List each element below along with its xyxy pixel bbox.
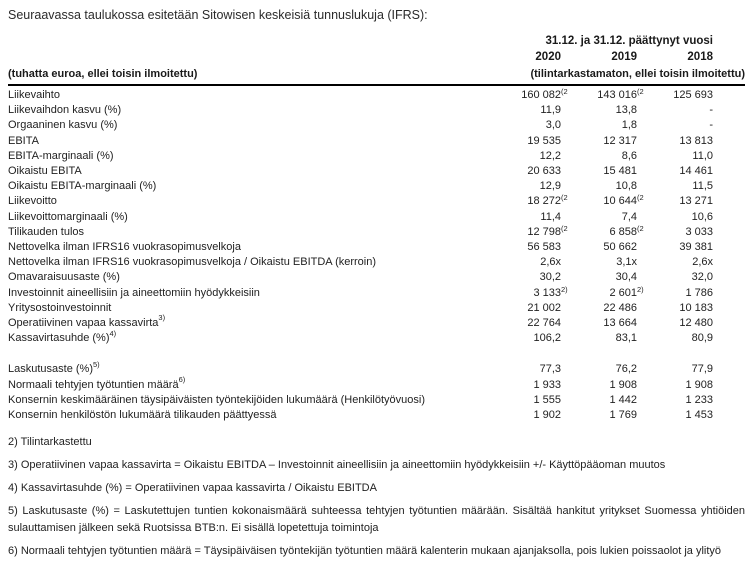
table-row (8, 240, 713, 255)
value-text: 14 461 (679, 165, 713, 178)
row-label: Liikevoitto (8, 195, 57, 208)
value-text: 32,0 (691, 271, 713, 284)
footnote: 4) Kassavirtasuhde (%) = Operatiivinen vapaa kassavirta / Oikaistu EBITDA (8, 482, 377, 495)
row-label: Kassavirtasuhde (%)$^{4)}$ (8, 328, 117, 345)
footnote-marker: 6) (178, 375, 186, 384)
row-label: Oikaistu EBITA (8, 165, 82, 178)
value-text: 1 908 (685, 378, 713, 391)
spacer-row (8, 346, 713, 362)
value-cell (485, 408, 561, 423)
value-cell (561, 270, 637, 285)
value-text: 1 933 (533, 378, 561, 391)
value-cell (637, 179, 713, 194)
table-row (8, 393, 713, 408)
value-text: 18 272 (527, 195, 561, 208)
value-text: 15 481 (603, 165, 637, 178)
table-row (8, 378, 713, 393)
value-cell (561, 393, 637, 408)
row-label: Liikevaihdon kasvu (%) (8, 104, 122, 117)
key-figures-body (8, 86, 713, 423)
table-row (8, 118, 713, 133)
year-column-2020: 2020 (535, 51, 561, 63)
table-row (8, 270, 713, 285)
value-text: 125 693 (673, 89, 713, 101)
value-text: 11,9 (540, 104, 561, 117)
value-text: 11,5 (692, 180, 713, 193)
period-header: 31.12. ja 31.12. päättynyt vuosi (545, 35, 713, 47)
table-row (8, 331, 713, 346)
value-cell (637, 255, 713, 270)
footnote: 2) Tilintarkastettu (8, 436, 92, 449)
value-text: 12 480 (679, 317, 713, 330)
value-cell (637, 86, 713, 103)
year-column-2019: 2019 (611, 51, 637, 63)
value-cell (637, 286, 713, 301)
document-page (0, 7, 748, 569)
table-row (8, 194, 713, 209)
value-cell (637, 210, 713, 225)
value-text: 2,6x (540, 256, 561, 269)
footnote-marker: 4) (109, 328, 117, 338)
value-text: 12,2 (539, 149, 561, 162)
value-text: 7,4 (621, 210, 637, 223)
value-text: 1 453 (685, 409, 713, 422)
value-cell (561, 210, 637, 225)
value-cell (637, 194, 713, 209)
row-label: Omavaraisuusaste (%) (8, 271, 120, 284)
value-cell (561, 240, 637, 255)
value-text: 12 317 (603, 134, 637, 147)
value-cell (637, 164, 713, 179)
value-text: 106,2 (533, 332, 561, 345)
value-text: 1 442 (609, 393, 637, 406)
audit-note: (tilintarkastamaton, ellei toisin ilmoitettu) (530, 68, 745, 80)
value-text: 10 644 (603, 195, 637, 208)
value-cell (561, 316, 637, 331)
value-cell: 143 016$^{(2}$ (597, 87, 644, 101)
footnote-marker: 5) (92, 359, 100, 369)
value-text: 10,6 (691, 210, 713, 223)
table-header (8, 33, 745, 86)
value-text: 2,6x (692, 256, 713, 269)
value-cell: 2 601$^{2)}$ (609, 284, 644, 299)
value-cell (637, 240, 713, 255)
value-cell (561, 301, 637, 316)
value-cell (485, 103, 561, 118)
row-label: Konsernin keskimääräinen täysipäiväisten työntekijöiden lukumäärä (Henkilötyövuosi) (8, 393, 425, 406)
value-text: 19 535 (527, 134, 561, 147)
value-text: 22 486 (603, 301, 637, 314)
footnote-marker: 3) (158, 313, 166, 323)
value-text: - (709, 119, 713, 132)
table-row (8, 164, 713, 179)
value-text: 2 601 (609, 286, 637, 299)
table-row (8, 210, 713, 225)
value-cell (561, 362, 637, 377)
row-label: Liikevoittomarginaali (%) (8, 210, 128, 223)
value-text: 1 786 (685, 286, 713, 299)
value-cell (561, 331, 637, 346)
value-cell (485, 255, 561, 270)
table-row (8, 286, 713, 301)
value-cell (561, 378, 637, 393)
value-cell (637, 301, 713, 316)
footnotes-section (8, 434, 745, 559)
value-cell (561, 255, 637, 270)
value-text: 13 271 (679, 195, 713, 208)
value-cell: 10 644$^{(2}$ (603, 193, 644, 208)
table-row (8, 408, 713, 423)
table-row (8, 255, 713, 270)
table-row (8, 179, 713, 194)
value-text: 3,0 (545, 119, 561, 132)
value-text: 77,3 (539, 363, 561, 376)
row-label: Nettovelka ilman IFRS16 vuokrasopimusvelkoja (8, 241, 241, 254)
value-text: - (709, 104, 713, 117)
value-cell (485, 134, 561, 149)
footnote: 3) Operatiivinen vapaa kassavirta = Oikaistu EBITDA – Investoinnit aineellisiin ja aineettomiin hyödykkeisiin +/- Käyttöpääoman muutos (8, 459, 666, 472)
value-cell (485, 240, 561, 255)
value-text: 39 381 (679, 241, 713, 254)
value-text: 13,8 (615, 104, 637, 117)
row-label: Investoinnit aineellisiin ja aineettomiin hyödykkeisiin (8, 286, 260, 299)
value-text: 30,2 (539, 271, 561, 284)
value-text: 20 633 (527, 165, 561, 178)
value-cell (485, 118, 561, 133)
row-label: Orgaaninen kasvu (%) (8, 119, 118, 132)
value-text: 3 033 (685, 225, 713, 238)
row-label: EBITA (8, 134, 39, 147)
value-cell (637, 118, 713, 133)
value-text: 50 662 (603, 241, 637, 254)
value-cell: 160 082$^{(2}$ (521, 87, 568, 101)
value-text: 30,4 (615, 271, 637, 284)
unit-note: (tuhatta euroa, ellei toisin ilmoitettu) (8, 68, 198, 80)
value-cell (561, 164, 637, 179)
value-cell (485, 378, 561, 393)
value-text: 76,2 (615, 363, 637, 376)
value-cell (561, 103, 637, 118)
row-label: Laskutusaste (%)$^{5)}$ (8, 359, 100, 376)
value-text: 3 133 (533, 286, 561, 299)
value-text: 11,0 (692, 149, 713, 162)
value-text: 56 583 (527, 241, 561, 254)
row-label: Operatiivinen vapaa kassavirta$^{3)}$ (8, 313, 166, 330)
value-text: 13 813 (679, 134, 713, 147)
value-text: 10,8 (615, 180, 637, 193)
value-text: 1,8 (621, 119, 637, 132)
table-row (8, 225, 713, 240)
value-text: 1 769 (609, 409, 637, 422)
value-cell (561, 134, 637, 149)
value-cell (637, 331, 713, 346)
value-cell (637, 316, 713, 331)
value-cell: 3 133$^{2)}$ (533, 284, 568, 299)
value-text: 77,9 (691, 363, 713, 376)
value-cell (637, 270, 713, 285)
value-cell (637, 134, 713, 149)
key-figures-table (8, 86, 713, 423)
header-notes-row (8, 65, 745, 82)
value-cell: 18 272$^{(2}$ (527, 193, 568, 208)
value-text: 12 798 (527, 225, 561, 238)
year-column-2018: 2018 (687, 51, 713, 63)
value-text: 160 082 (521, 89, 561, 101)
value-cell (561, 179, 637, 194)
value-cell (485, 179, 561, 194)
row-label: Normaali tehtyjen työtuntien määrä$^{6)}$ (8, 375, 186, 391)
row-label: Tilikauden tulos (8, 225, 85, 238)
value-cell: 6 858$^{(2}$ (609, 223, 644, 238)
spacer-cell (8, 346, 713, 362)
value-cell (485, 362, 561, 377)
value-text: 83,1 (615, 332, 637, 345)
row-label: Nettovelka ilman IFRS16 vuokrasopimusvelkoja / Oikaistu EBITDA (kerroin) (8, 256, 377, 269)
value-cell (637, 408, 713, 423)
value-text: 21 002 (527, 301, 561, 314)
value-cell (485, 301, 561, 316)
value-text: 143 016 (597, 89, 637, 101)
value-text: 8,6 (621, 149, 637, 162)
value-cell (561, 118, 637, 133)
value-cell (485, 393, 561, 408)
value-text: 1 902 (533, 409, 561, 422)
value-cell (485, 270, 561, 285)
value-text: 3,1x (616, 256, 637, 269)
value-text: 11,4 (540, 210, 561, 223)
footnote: 5) Laskutusaste (%) = Laskutettujen tuntien kokonaismäärä suhteessa tehtyjen työtuntien määrään. Sisältää hankitut yritykset Suomessa yhtiöiden sulauttamisen jälkeen sekä Ruotsissa BTB:n. Ei sisällä lopetettuja toimintoja (8, 505, 745, 534)
value-text: 12,9 (539, 180, 561, 193)
year-header-row (8, 49, 745, 65)
row-label: Liikevaihto (8, 89, 60, 101)
value-cell (485, 149, 561, 164)
value-text: 10 183 (679, 301, 713, 314)
value-cell (485, 316, 561, 331)
value-cell (485, 331, 561, 346)
footnote: 6) Normaali tehtyjen työtuntien määrä = Täysipäiväisen työntekijän työtuntien määrä kalenterin mukaan ajanjaksolla, pois lukien poissaolot ja ylityö (8, 544, 722, 557)
value-text: 13 664 (603, 317, 637, 330)
value-cell: 12 798$^{(2}$ (527, 223, 568, 238)
value-text: 1 233 (685, 393, 713, 406)
table-row (8, 86, 713, 103)
table-row (8, 362, 713, 377)
value-cell (637, 393, 713, 408)
value-text: 22 764 (527, 317, 561, 330)
value-cell (637, 149, 713, 164)
value-cell (485, 210, 561, 225)
value-text: 6 858 (609, 225, 637, 238)
value-text: 1 555 (533, 393, 561, 406)
table-row (8, 134, 713, 149)
row-label: EBITA-marginaali (%) (8, 149, 114, 162)
row-label: Yritysostoinvestoinnit (8, 301, 112, 314)
value-cell (637, 103, 713, 118)
page-title: Seuraavassa taulukossa esitetään Sitowisen keskeisiä tunnuslukuja (IFRS): (8, 8, 428, 22)
table-row (8, 301, 713, 316)
value-cell (485, 164, 561, 179)
value-cell (637, 378, 713, 393)
value-cell (561, 149, 637, 164)
table-row (8, 149, 713, 164)
value-text: 80,9 (691, 332, 713, 345)
row-label: Konsernin henkilöstön lukumäärä tilikauden päättyessä (8, 409, 277, 422)
value-cell (637, 225, 713, 240)
value-cell (561, 408, 637, 423)
row-label: Oikaistu EBITA-marginaali (%) (8, 180, 157, 193)
table-row (8, 103, 713, 118)
value-text: 1 908 (609, 378, 637, 391)
value-cell (637, 362, 713, 377)
